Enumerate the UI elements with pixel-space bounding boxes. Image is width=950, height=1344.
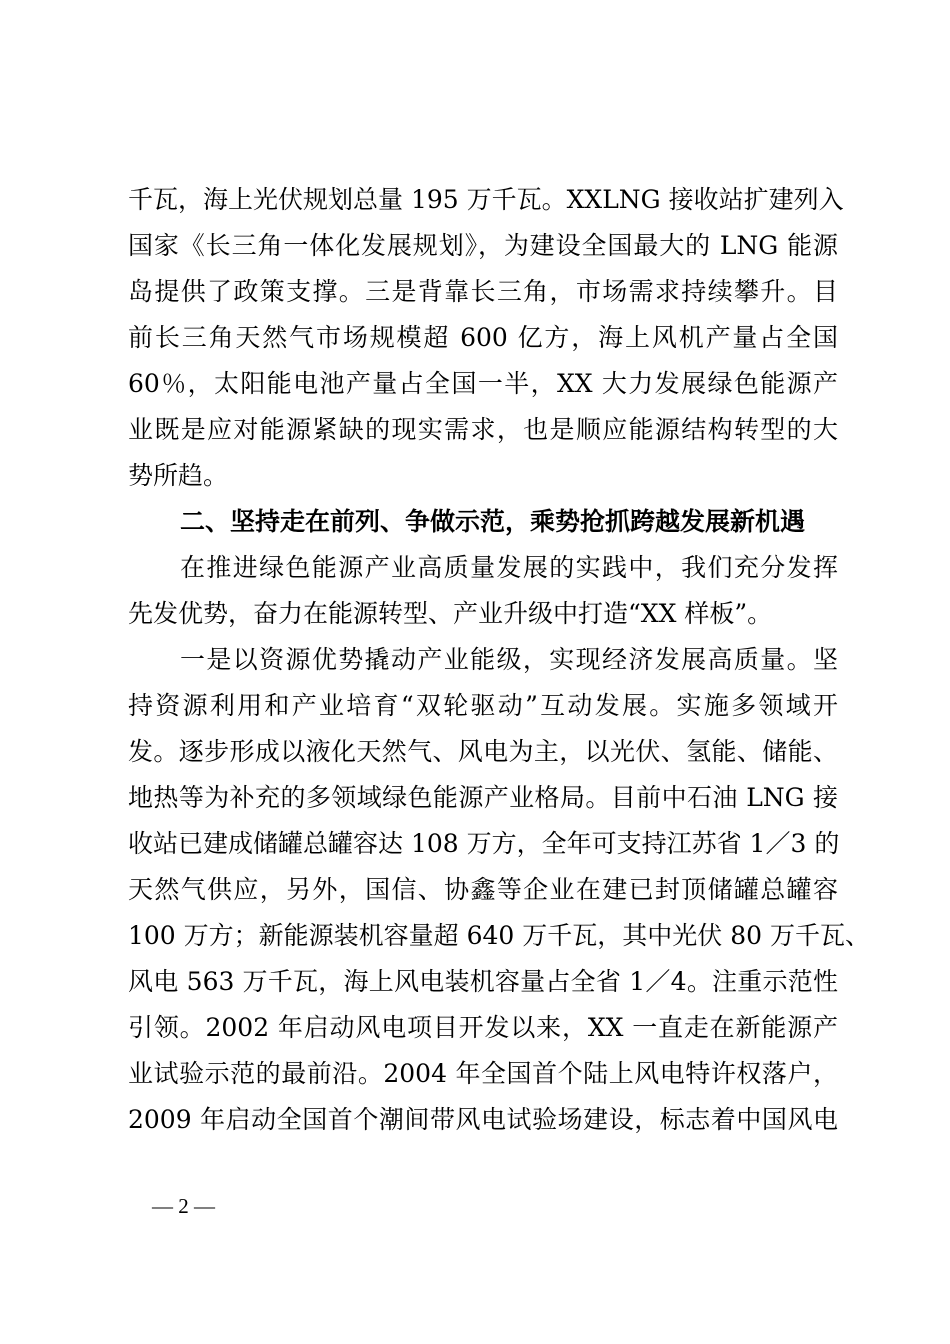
body-text-line: 先发优势，奋力在能源转型、产业升级中打造“XX 样板”。 <box>128 599 773 628</box>
body-text-line: 业试验示范的最前沿。2004 年全国首个陆上风电特许权落户， <box>128 1059 838 1088</box>
body-text-line: 100 万方；新能源装机容量超 640 万千瓦，其中光伏 80 万千瓦、 <box>128 921 870 950</box>
body-text-line: 岛提供了政策支撑。三是背靠长三角，市场需求持续攀升。目 <box>128 277 838 306</box>
body-text-line: 地热等为补充的多领域绿色能源产业格局。目前中石油 LNG 接 <box>128 783 838 812</box>
page-number: — 2 — <box>152 1194 215 1218</box>
body-text-line: 2009 年启动全国首个潮间带风电试验场建设，标志着中国风电 <box>128 1105 838 1134</box>
body-text-line: 风电 563 万千瓦，海上风电装机容量占全省 1／4。注重示范性 <box>128 967 838 996</box>
body-text-line: 千瓦，海上光伏规划总量 195 万千瓦。XXLNG 接收站扩建列入 <box>128 185 844 214</box>
section-heading: 二、坚持走在前列、争做示范，乘势抢抓跨越发展新机遇 <box>180 507 806 536</box>
body-text-line: 持资源利用和产业培育“双轮驱动”互动发展。实施多领域开 <box>128 691 838 720</box>
body-text-line: 引领。2002 年启动风电项目开发以来，XX 一直走在新能源产 <box>128 1013 838 1042</box>
body-text-line: 一是以资源优势撬动产业能级，实现经济发展高质量。坚 <box>180 645 838 674</box>
body-text-line: 势所趋。 <box>128 461 229 490</box>
body-text-line: 业既是应对能源紧缺的现实需求，也是顺应能源结构转型的大 <box>128 415 838 444</box>
body-text-line: 发。逐步形成以液化天然气、风电为主，以光伏、氢能、储能、 <box>128 737 838 766</box>
body-text-line: 在推进绿色能源产业高质量发展的实践中，我们充分发挥 <box>180 553 838 582</box>
body-text-line: 收站已建成储罐总罐容达 108 万方，全年可支持江苏省 1／3 的 <box>128 829 840 858</box>
body-text-line: 国家《长三角一体化发展规划》，为建设全国最大的 LNG 能源 <box>128 231 838 260</box>
body-text-line: 天然气供应，另外，国信、协鑫等企业在建已封顶储罐总罐容 <box>128 875 838 904</box>
body-text-line: 60％，太阳能电池产量占全国一半，XX 大力发展绿色能源产 <box>128 369 838 398</box>
body-text-line: 前长三角天然气市场规模超 600 亿方，海上风机产量占全国 <box>128 323 838 352</box>
